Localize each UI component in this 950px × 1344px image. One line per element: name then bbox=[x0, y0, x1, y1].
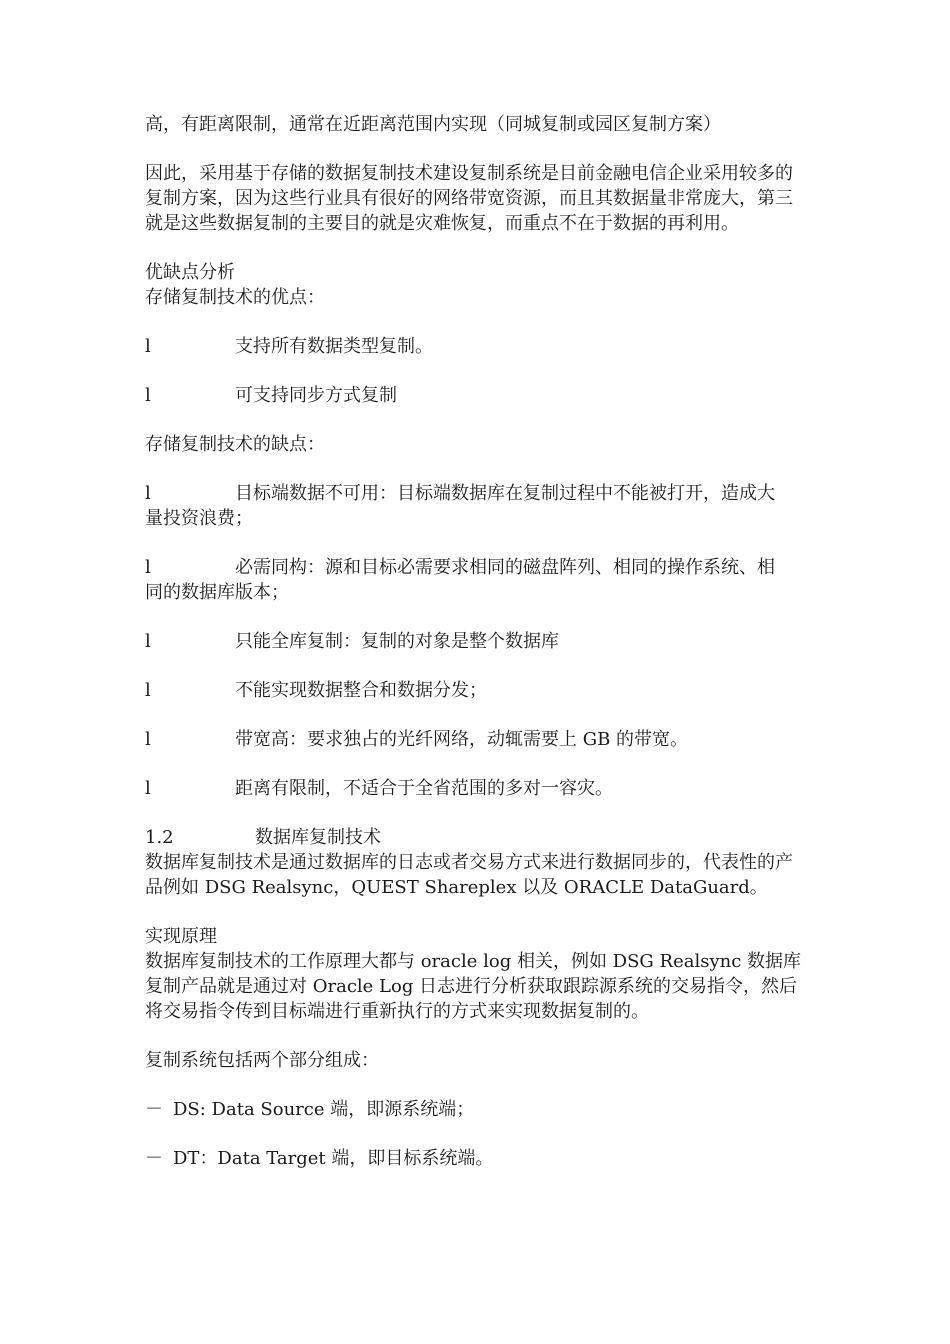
bullet-mark: l bbox=[145, 557, 151, 578]
paragraph-distance-limit: 高，有距离限制，通常在近距离范围内实现（同城复制或园区复制方案） bbox=[145, 114, 721, 135]
section-title: 数据库复制技术 bbox=[255, 827, 381, 848]
bullet-text: 只能全库复制：复制的对象是整个数据库 bbox=[235, 631, 559, 652]
bullet-mark: l bbox=[145, 336, 151, 357]
paragraph-components: 复制系统包括两个部分组成： bbox=[145, 1050, 379, 1071]
bullet-text: 带宽高：要求独占的光纤网络，动辄需要上 GB 的带宽。 bbox=[235, 729, 689, 750]
cons-item bbox=[145, 481, 810, 531]
bullet-text: 支持所有数据类型复制。 bbox=[235, 336, 433, 357]
bullet-text-continued: 同的数据库版本； bbox=[145, 582, 289, 603]
bullet-text: 距离有限制，不适合于全省范围的多对一容灾。 bbox=[235, 778, 613, 799]
bullet-text: 目标端数据不可用：目标端数据库在复制过程中不能被打开，造成大 bbox=[235, 483, 775, 504]
component-text: DT：Data Target 端，即目标系统端。 bbox=[173, 1148, 494, 1169]
pros-item bbox=[145, 334, 810, 359]
cons-item bbox=[145, 727, 810, 752]
heading-pros-cons: 优缺点分析 bbox=[145, 262, 235, 283]
heading-storage-cons: 存储复制技术的缺点： bbox=[145, 434, 325, 455]
bullet-mark: l bbox=[145, 680, 151, 701]
bullet-text: 必需同构：源和目标必需要求相同的磁盘阵列、相同的操作系统、相 bbox=[235, 557, 775, 578]
component-item bbox=[145, 1146, 810, 1171]
component-text: DS: Data Source 端，即源系统端； bbox=[173, 1099, 475, 1120]
heading-storage-pros: 存储复制技术的优点： bbox=[145, 287, 325, 308]
bullet-mark: l bbox=[145, 483, 151, 504]
section-number: 1.2 bbox=[145, 827, 174, 848]
component-item bbox=[145, 1097, 810, 1122]
section-heading bbox=[145, 825, 810, 850]
bullet-text: 可支持同步方式复制 bbox=[235, 385, 397, 406]
cons-item bbox=[145, 555, 810, 605]
bullet-mark: l bbox=[145, 729, 151, 750]
cons-item bbox=[145, 776, 810, 801]
document-page bbox=[145, 112, 810, 1195]
heading-principle: 实现原理 bbox=[145, 926, 217, 947]
dash-mark: － bbox=[145, 1099, 163, 1120]
bullet-mark: l bbox=[145, 385, 151, 406]
cons-item bbox=[145, 678, 810, 703]
bullet-mark: l bbox=[145, 778, 151, 799]
paragraph-storage-replication-summary: 因此，采用基于存储的数据复制技术建设复制系统是目前金融电信企业采用较多的复制方案，因为这些行业具有很好的网络带宽资源，而且其数据量非常庞大，第三就是这些数据复制的主要目的就是灾难恢复，而重点不在于数据的再利用。 bbox=[145, 163, 793, 234]
bullet-text-continued: 量投资浪费； bbox=[145, 508, 253, 529]
paragraph-db-replication-intro: 数据库复制技术是通过数据库的日志或者交易方式来进行数据同步的，代表性的产品例如 DSG Realsync，QUEST Shareplex 以及 ORACLE DataGuard。 bbox=[145, 852, 793, 898]
bullet-mark: l bbox=[145, 631, 151, 652]
dash-mark: － bbox=[145, 1148, 163, 1169]
cons-item bbox=[145, 629, 810, 654]
bullet-text: 不能实现数据整合和数据分发； bbox=[235, 680, 487, 701]
paragraph-principle: 数据库复制技术的工作原理大都与 oracle log 相关，例如 DSG Realsync 数据库复制产品就是通过对 Oracle Log 日志进行分析获取跟踪源系统的交易指令，然后将交易指令传到目标端进行重新执行的方式来实现数据复制的。 bbox=[145, 951, 802, 1022]
pros-item bbox=[145, 383, 810, 408]
